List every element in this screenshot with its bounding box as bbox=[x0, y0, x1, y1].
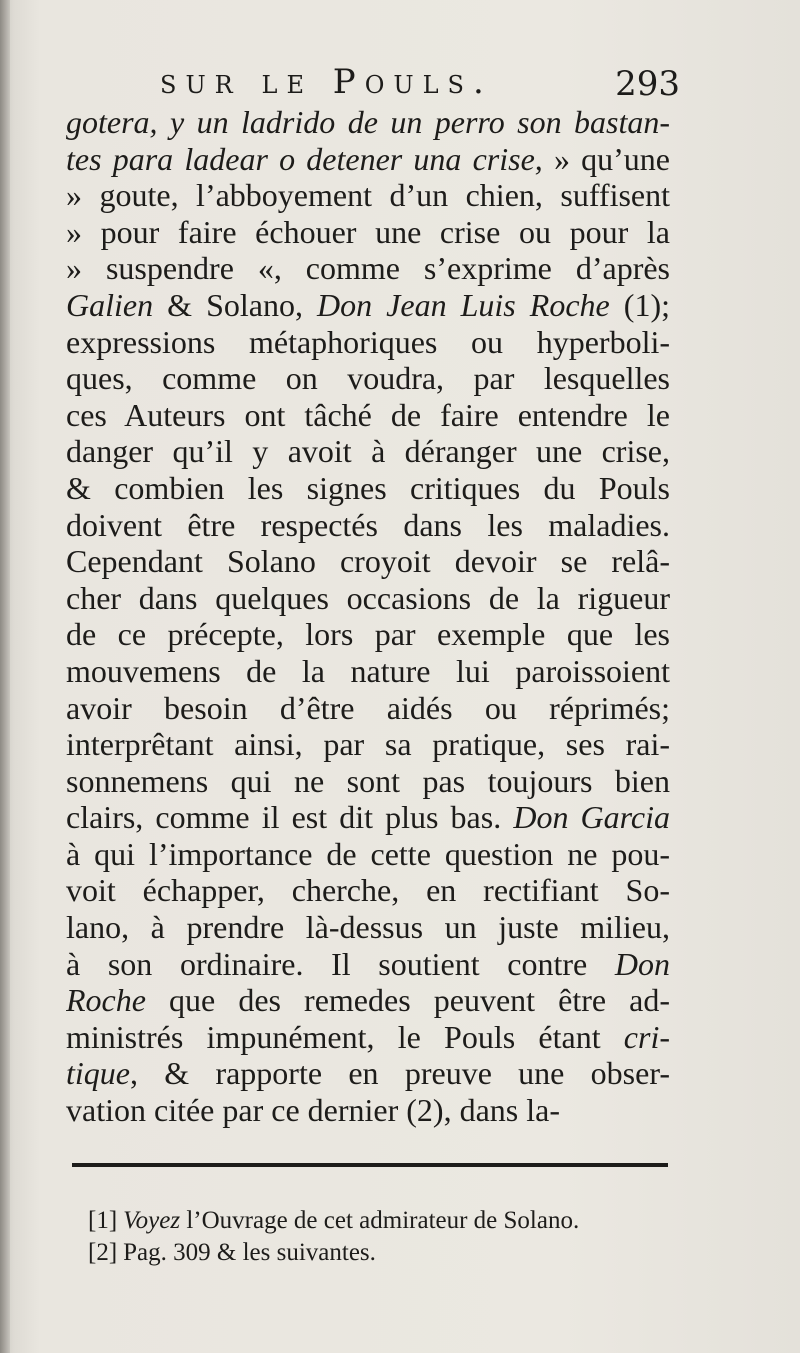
text-line bbox=[66, 653, 670, 690]
text-run: , & rapporte en preuve une obser- bbox=[129, 1055, 670, 1092]
binding-gutter-shadow bbox=[0, 0, 10, 1353]
text-run: & Solano, bbox=[153, 286, 318, 323]
text-run: » pour faire échouer une crise ou pour la bbox=[66, 213, 670, 250]
text-run: avoir besoin d’être aidés ou réprimés; bbox=[66, 689, 670, 726]
text-run: » qu’une bbox=[542, 140, 670, 177]
footnote-separator-rule bbox=[72, 1163, 668, 1167]
text-line bbox=[66, 507, 670, 544]
text-run: ques, comme on voudra, par lesquelles bbox=[66, 360, 670, 397]
text-run: mouvemens de la nature lui paroissoient bbox=[66, 652, 670, 689]
text-line bbox=[66, 177, 670, 214]
body-text bbox=[66, 104, 670, 1129]
italic-run: Don Jean Luis Roche bbox=[317, 286, 610, 323]
text-line bbox=[66, 946, 670, 983]
text-line bbox=[66, 360, 670, 397]
text-run: clairs, comme il est dit plus bas. bbox=[66, 799, 514, 836]
text-line bbox=[66, 397, 670, 434]
text-run: ces Auteurs ont tâché de faire entendre le bbox=[66, 396, 670, 433]
text-line bbox=[66, 836, 670, 873]
text-run: ministrés impunément, le Pouls étant bbox=[66, 1018, 624, 1055]
text-run: à son ordinaire. Il soutient contre bbox=[66, 945, 615, 982]
footnote-marker: [2] bbox=[88, 1239, 118, 1266]
text-line bbox=[66, 141, 670, 178]
text-line bbox=[66, 324, 670, 361]
text-run: à qui l’importance de cette question ne pou- bbox=[66, 835, 670, 872]
text-line bbox=[66, 250, 670, 287]
text-line bbox=[66, 909, 670, 946]
text-run: lano, à prendre là-dessus un juste milieu, bbox=[66, 909, 670, 946]
italic-run: tique bbox=[66, 1055, 130, 1092]
text-line bbox=[66, 214, 670, 251]
text-line bbox=[66, 433, 670, 470]
text-line bbox=[66, 690, 670, 727]
text-run: de ce précepte, lors par exemple que les bbox=[66, 616, 670, 653]
footnote bbox=[88, 1205, 668, 1237]
italic-run: Don bbox=[614, 945, 670, 982]
text-run: voit échapper, cherche, en rectifiant So- bbox=[66, 872, 670, 909]
text-line bbox=[66, 104, 670, 141]
running-head bbox=[160, 62, 680, 106]
italic-run: gotera, y un ladrido de un perro son bastan- bbox=[66, 104, 670, 140]
text-run: cher dans quelques occasions de la rigueur bbox=[66, 579, 670, 616]
text-line bbox=[66, 470, 670, 507]
text-line bbox=[66, 872, 670, 909]
text-line bbox=[66, 580, 670, 617]
text-run: expressions métaphoriques ou hyperboli- bbox=[66, 323, 670, 360]
footnote-text: l’Ouvrage de cet admirateur de Solano. bbox=[180, 1207, 580, 1234]
footnote-text: Pag. 309 & les suivantes. bbox=[123, 1239, 376, 1266]
text-line bbox=[66, 726, 670, 763]
text-run: doivent être respectés dans les maladies. bbox=[66, 506, 670, 543]
text-run: & combien les signes critiques du Pouls bbox=[66, 469, 670, 506]
text-run: danger qu’il y avoit à déranger une crise, bbox=[66, 433, 670, 470]
text-run: (1); bbox=[609, 286, 670, 323]
text-line bbox=[66, 1055, 670, 1092]
text-line bbox=[66, 1019, 670, 1056]
footnotes bbox=[88, 1205, 668, 1269]
italic-run: cri- bbox=[623, 1018, 670, 1055]
italic-run: Galien bbox=[66, 286, 154, 323]
text-run: » suspendre «, comme s’exprime d’après bbox=[66, 250, 670, 287]
page-number: 293 bbox=[615, 64, 680, 104]
footnote bbox=[88, 1237, 668, 1269]
text-line bbox=[66, 799, 670, 836]
italic-run: Don Garcia bbox=[513, 799, 670, 836]
text-run: interprêtant ainsi, par sa pratique, ses rai- bbox=[66, 726, 670, 763]
text-line bbox=[66, 982, 670, 1019]
text-line bbox=[66, 287, 670, 324]
text-line bbox=[66, 1092, 670, 1129]
text-run: Cependant Solano croyoit devoir se relâ- bbox=[66, 543, 670, 580]
text-line bbox=[66, 616, 670, 653]
text-line bbox=[66, 543, 670, 580]
text-run: que des remedes peuvent être ad- bbox=[145, 982, 670, 1019]
italic-run: Roche bbox=[66, 982, 146, 1019]
text-run: » goute, l’abboyement d’un chien, suffisent bbox=[66, 177, 670, 214]
running-title: sur le Pouls. bbox=[160, 62, 493, 102]
text-run: sonnemens qui ne sont pas toujours bien bbox=[66, 762, 670, 799]
footnote-marker: [1] bbox=[88, 1207, 118, 1234]
text-run: vation citée par ce dernier (2), dans la- bbox=[66, 1092, 560, 1129]
text-line bbox=[66, 763, 670, 800]
italic-run: tes para ladear o detener una crise, bbox=[66, 140, 543, 177]
footnote-italic-run: Voyez bbox=[123, 1207, 181, 1234]
